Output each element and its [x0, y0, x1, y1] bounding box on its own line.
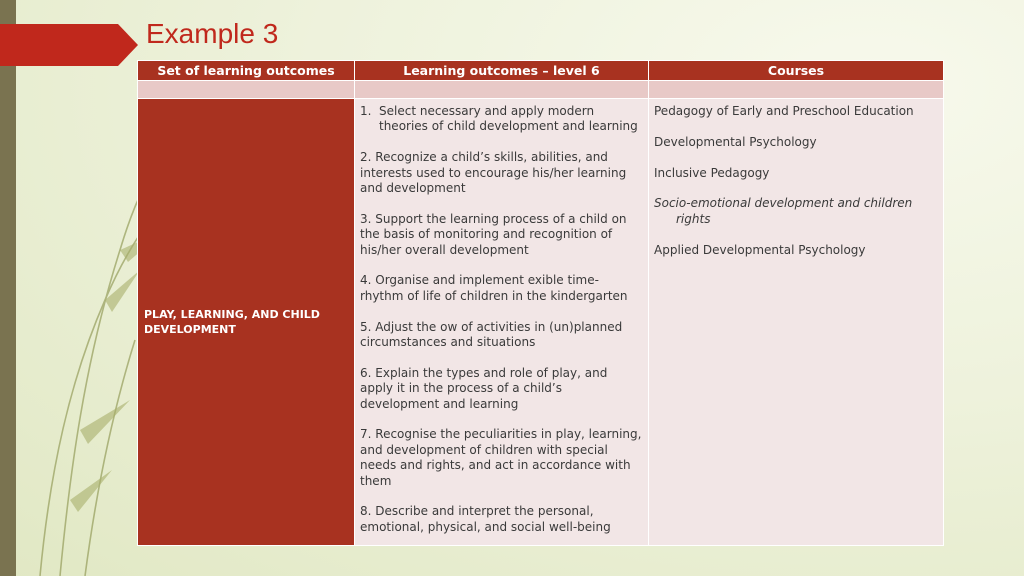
outcome-item: 3. Support the learning process of a child on the basis of monitoring and recognition of his/her overall development [360, 211, 627, 257]
outcome-item [360, 104, 642, 135]
course-item: Applied Developmental Psychology [654, 242, 866, 257]
set-label: PLAY, LEARNING, AND CHILD DEVELOPMENT [144, 308, 320, 336]
set-label-cell [138, 99, 355, 546]
title-arrow-shape [0, 24, 140, 66]
outcome-item: 2. Recognize a child’s skills, abilities, and interests used to encourage his/her learning and development [360, 150, 627, 196]
course-item: Pedagogy of Early and Preschool Education [654, 104, 914, 118]
spacer-row [138, 81, 944, 99]
spacer-cell [138, 81, 355, 99]
learning-outcomes-table [137, 60, 944, 546]
outcome-text: Select necessary and apply modern theories of child development and learning [379, 104, 638, 134]
table-row [138, 99, 944, 546]
outcomes-cell [355, 99, 649, 546]
outcome-item: 8. Describe and interpret the personal, emotional, physical, and social well-being [360, 504, 611, 534]
header-courses: Courses [649, 61, 944, 81]
outcome-item: 7. Recognise the peculiarities in play, learning, and development of children with special needs and rights, and act in accordance with them [360, 427, 642, 488]
course-item: Inclusive Pedagogy [654, 165, 770, 180]
course-item: Developmental Psychology [654, 134, 817, 149]
spacer-cell [649, 81, 944, 99]
courses-cell [649, 99, 944, 546]
header-set-of-learning-outcomes: Set of learning outcomes [138, 61, 355, 81]
outcome-item: 5. Adjust the ow of activities in (un)planned circumstances and situations [360, 319, 623, 350]
outcome-item: 6. Explain the types and role of play, and apply it in the process of a child’s development and learning [360, 365, 608, 411]
page-title: Example 3 [146, 18, 279, 49]
header-row [138, 61, 944, 81]
spacer-cell [355, 81, 649, 99]
header-learning-outcomes-level-6: Learning outcomes – level 6 [355, 61, 649, 81]
outcome-item: 4. Organise and implement exible time-rhythm of life of children in the kindergarten [360, 273, 628, 303]
outcome-number: 1. [360, 104, 372, 118]
course-item: Socio-emotional development and children rights [654, 196, 913, 226]
